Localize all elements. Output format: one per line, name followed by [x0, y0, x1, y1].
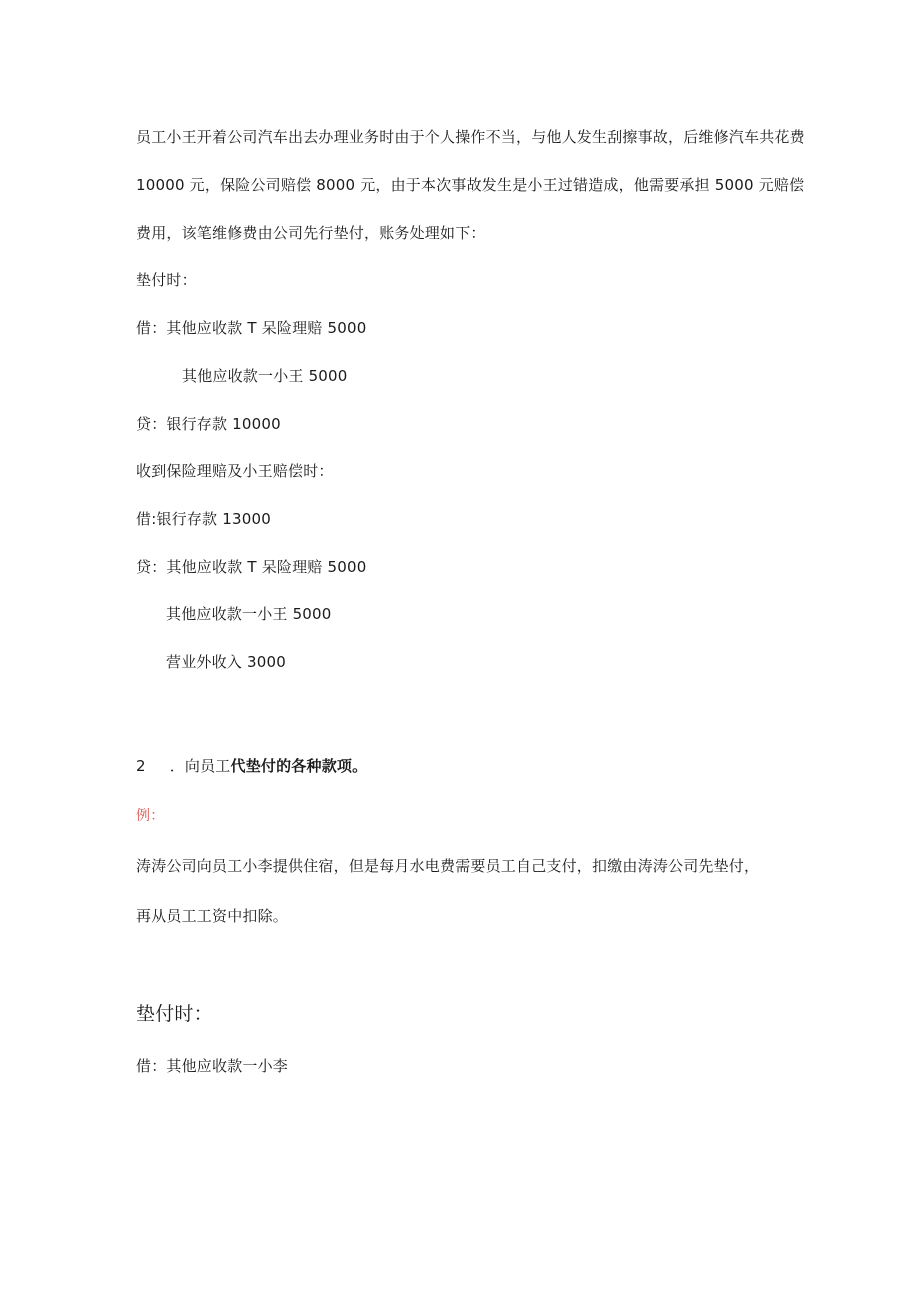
example-label: 例：	[136, 808, 165, 824]
paragraph1-line2: 10000 元，保险公司赔偿 8000 元，由于本次事故发生是小王过错造成，他需要承担 5000 元赔偿	[136, 176, 805, 194]
section2-title	[136, 756, 367, 776]
entry1-debit2: 其他应收款一小王 5000	[182, 367, 348, 385]
entry3-heading: 垫付时：	[136, 1003, 213, 1025]
entry2-credit3: 营业外收入 3000	[166, 653, 286, 671]
entry3-debit1: 借：其他应收款一小李	[136, 1057, 289, 1075]
entry2-credit2: 其他应收款一小王 5000	[166, 605, 332, 623]
section2-title-bold: 代垫付的各种款项。	[230, 757, 368, 775]
entry2-credit1: 贷：其他应收款 T 呆险理赔 5000	[136, 558, 367, 576]
section2-number: 2	[136, 757, 146, 775]
section2-title-plain: ．向员工	[169, 757, 231, 775]
section2-line2: 再从员工工资中扣除。	[136, 907, 289, 925]
paragraph1-line3: 费用，该笔维修费由公司先行垫付，账务处理如下：	[136, 224, 486, 242]
entry1-credit1: 贷：银行存款 10000	[136, 415, 281, 433]
entry1-debit1: 借：其他应收款 T 呆险理赔 5000	[136, 319, 367, 337]
section2-line1: 涛涛公司向员工小李提供住宿，但是每月水电费需要员工自己支付，扣缴由涛涛公司先垫付，	[136, 857, 760, 875]
paragraph1-line1: 员工小王开着公司汽车出去办理业务时由于个人操作不当，与他人发生刮擦事故，后维修汽车共花费	[136, 128, 805, 146]
entry2-debit1: 借:银行存款 13000	[136, 510, 271, 528]
entry2-heading: 收到保险理赔及小王赔偿时：	[136, 462, 334, 480]
entry1-heading: 垫付时：	[136, 271, 197, 289]
